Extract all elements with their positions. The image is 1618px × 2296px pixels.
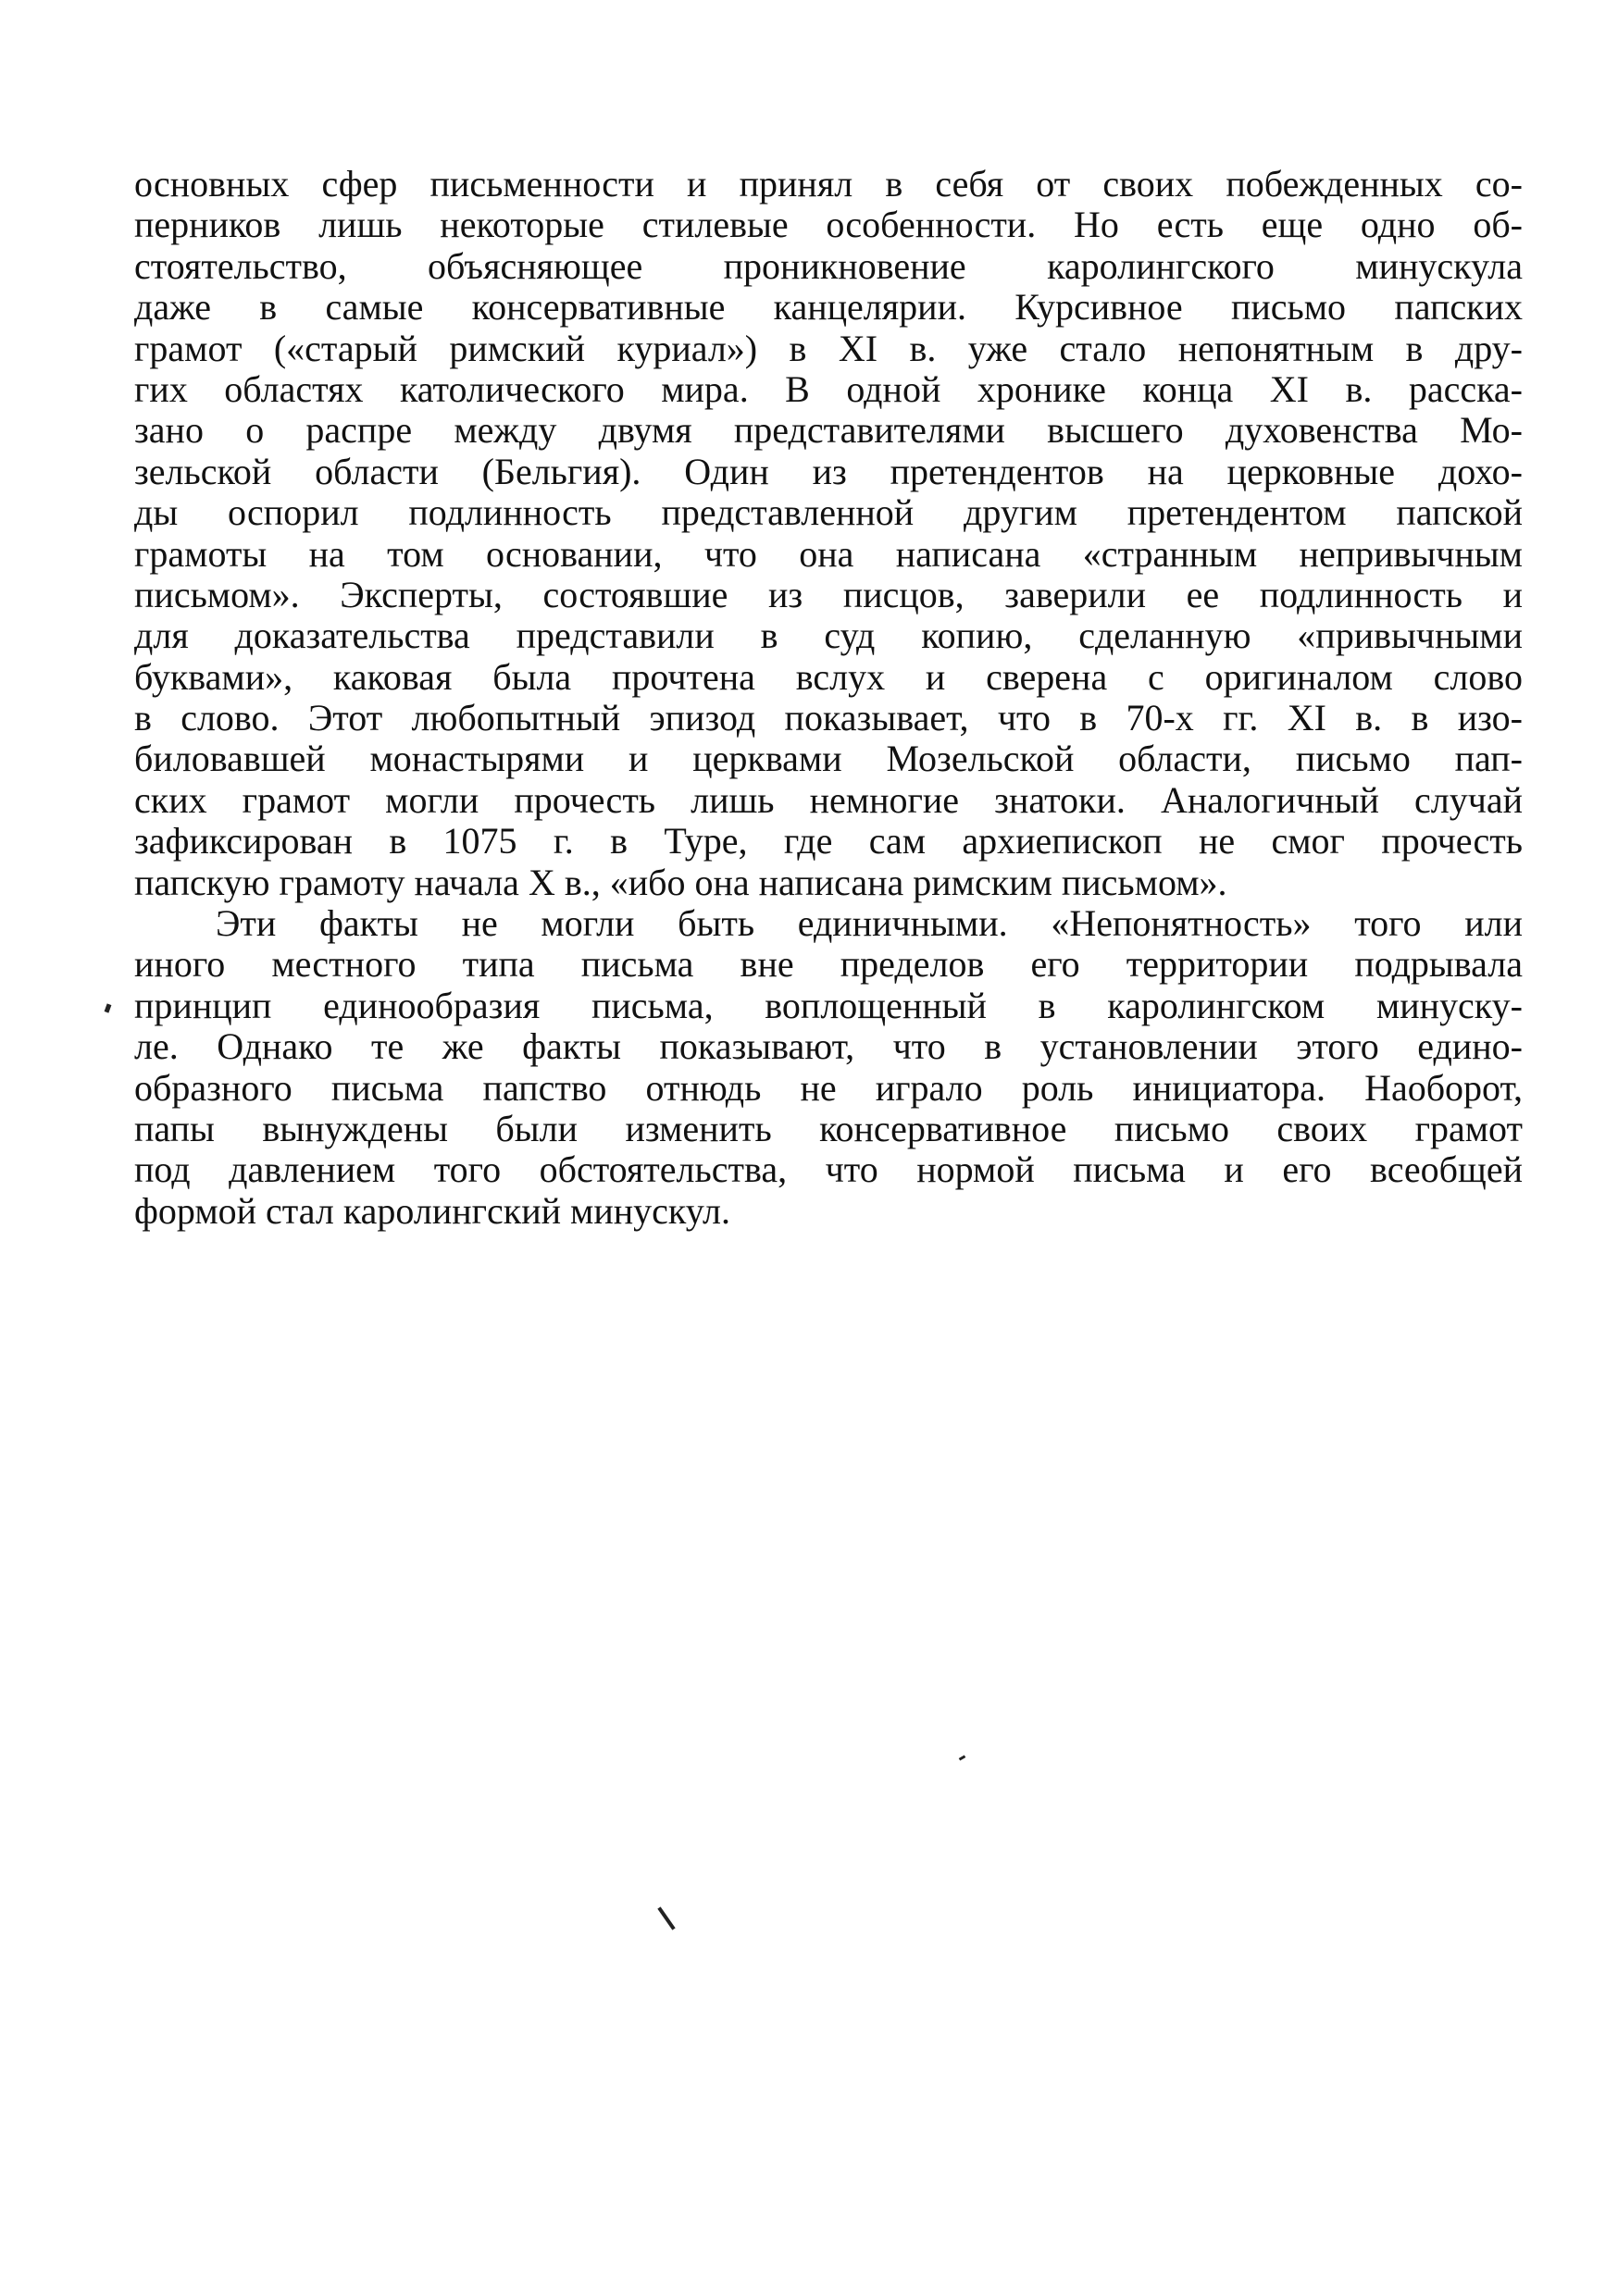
text-line: основных сфер письменности и принял в себя от своих побежденных со-: [134, 163, 1523, 205]
text-line: папы вынуждены были изменить консервативное письмо своих грамот: [134, 1107, 1523, 1149]
text-line: буквами», каковая была прочтена вслух и сверена с оригиналом слово: [134, 655, 1523, 698]
text-line: иного местного типа письма вне пределов его территории подрывала: [134, 943, 1523, 986]
body-text: [134, 164, 1523, 1232]
text-line: ды оспорил подлинность представленной другим претендентом папской: [134, 491, 1523, 534]
text-line: грамоты на том основании, что она написана «странным непривычным: [134, 532, 1523, 575]
scan-speck: [959, 1755, 966, 1760]
text-line: для доказательства представили в суд копию, сделанную «привычными: [134, 614, 1523, 657]
text-line: в слово. Этот любопытный эпизод показывает, что в 70-х гг. XI в. в изо-: [134, 697, 1523, 739]
text-line: ле. Однако те же факты показывают, что в установлении этого едино-: [134, 1025, 1523, 1068]
text-line: под давлением того обстоятельства, что нормой письма и его всеобщей: [134, 1148, 1523, 1191]
text-line: грамот («старый римский куриал») в XI в. уже стало непонятным в дру-: [134, 327, 1523, 369]
text-line: принцип единообразия письма, воплощенный в каролингском минуску-: [134, 984, 1523, 1026]
text-line: перников лишь некоторые стилевые особенности. Но есть еще одно об-: [134, 204, 1523, 246]
text-line: зафиксирован в 1075 г. в Туре, где сам архиепископ не смог прочесть: [134, 820, 1523, 863]
text-line: даже в самые консервативные канцелярии. Курсивное письмо папских: [134, 286, 1523, 329]
text-line: зано о распре между двумя представителями высшего духовенства Мо-: [134, 409, 1523, 452]
text-line: стоятельство, объясняющее проникновение каролингского минускула: [134, 244, 1523, 287]
text-line-paragraph-start: Эти факты не могли быть единичными. «Непонятность» того или: [216, 902, 1523, 945]
text-line: гих областях католического мира. В одной хронике конца XI в. расска-: [134, 367, 1523, 410]
text-line: формой стал каролингский минускул.: [134, 1189, 731, 1232]
text-line: зельской области (Бельгия). Один из претендентов на церковные дохо-: [134, 450, 1523, 492]
text-line: образного письма папство отнюдь не играло роль инициатора. Наоборот,: [134, 1066, 1523, 1109]
text-line: папскую грамоту начала X в., «ибо она написана римским письмом».: [134, 861, 1227, 903]
scan-speck: [657, 1906, 675, 1930]
scan-speck: [105, 1003, 112, 1012]
text-line: ских грамот могли прочесть лишь немногие знатоки. Аналогичный случай: [134, 778, 1523, 821]
text-line: письмом». Эксперты, состоявшие из писцов, заверили ее подлинность и: [134, 573, 1523, 615]
text-line: биловавшей монастырями и церквами Мозельской области, письмо пап-: [134, 738, 1523, 780]
